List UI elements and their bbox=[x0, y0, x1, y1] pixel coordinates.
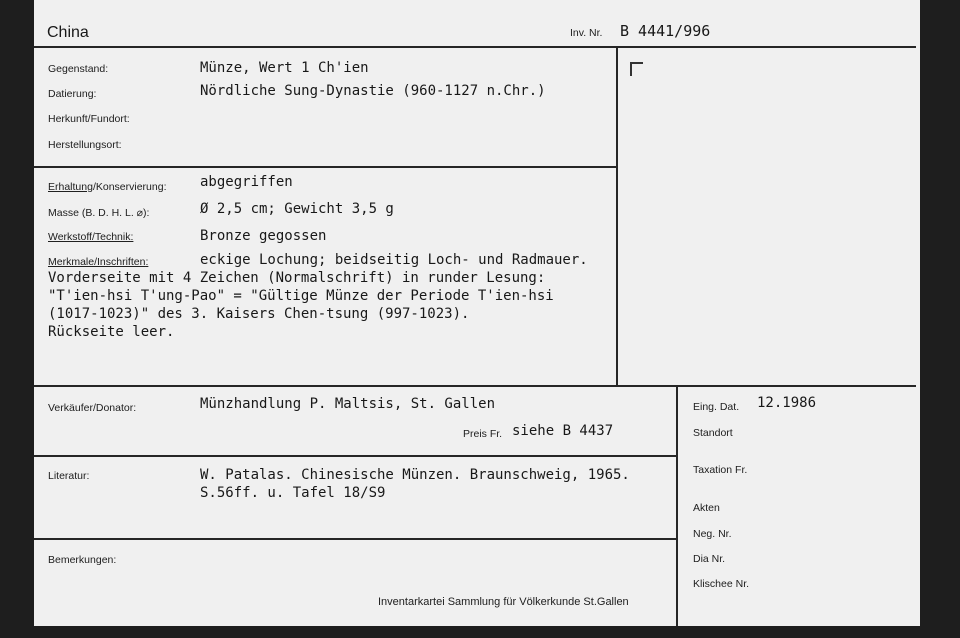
divider-block4 bbox=[34, 538, 678, 540]
divider-vertical-lower bbox=[676, 385, 678, 626]
akten-label: Akten bbox=[693, 502, 720, 514]
preis-label: Preis Fr. bbox=[463, 428, 503, 440]
preis-value: siehe B 4437 bbox=[512, 423, 614, 439]
herstellungsort-label: Herstellungsort: bbox=[48, 139, 122, 151]
eing-dat-value: 12.1986 bbox=[757, 395, 817, 411]
klischee-nr-label: Klischee Nr. bbox=[693, 578, 750, 590]
neg-nr-label: Neg. Nr. bbox=[693, 528, 732, 540]
literatur-line-1: W. Patalas. Chinesische Münzen. Braunschweig, 1965. bbox=[200, 467, 630, 483]
divider-vertical-upper bbox=[616, 46, 618, 387]
bemerkungen-label: Bemerkungen: bbox=[48, 554, 117, 566]
datierung-label: Datierung: bbox=[48, 88, 97, 100]
literatur-label: Literatur: bbox=[48, 470, 90, 482]
divider-block1 bbox=[34, 166, 618, 168]
divider-block3 bbox=[34, 455, 678, 457]
verkaeufer-label: Verkäufer/Donator: bbox=[48, 402, 137, 414]
merkmale-line-1: eckige Lochung; beidseitig Loch- und Radmauer. bbox=[200, 252, 588, 268]
divider-main bbox=[34, 385, 916, 387]
merkmale-line-4: (1017-1023)" des 3. Kaisers Chen-tsung (997-1023). bbox=[48, 306, 470, 322]
gegenstand-label: Gegenstand: bbox=[48, 63, 109, 75]
region-title: China bbox=[47, 24, 89, 41]
taxation-label: Taxation Fr. bbox=[693, 464, 748, 476]
dia-nr-label: Dia Nr. bbox=[693, 553, 726, 565]
inv-nr-label: Inv. Nr. bbox=[570, 27, 603, 39]
inv-nr-value: B 4441/996 bbox=[620, 22, 711, 40]
erhaltung-label: Erhaltung/Konservierung: bbox=[48, 181, 167, 193]
masse-value: Ø 2,5 cm; Gewicht 3,5 g bbox=[200, 201, 394, 217]
eing-dat-label: Eing. Dat. bbox=[693, 401, 740, 413]
werkstoff-value: Bronze gegossen bbox=[200, 228, 327, 244]
masse-label: Masse (B. D. H. L. ⌀): bbox=[48, 207, 150, 219]
corner-mark bbox=[630, 62, 643, 76]
datierung-value: Nördliche Sung-Dynastie (960-1127 n.Chr.) bbox=[200, 83, 546, 99]
literatur-line-2: S.56ff. u. Tafel 18/S9 bbox=[200, 485, 386, 501]
footer-text: Inventarkartei Sammlung für Völkerkunde St.Gallen bbox=[378, 596, 629, 608]
werkstoff-label: Werkstoff/Technik: bbox=[48, 231, 134, 243]
merkmale-line-3: "T'ien-hsi T'ung-Pao" = "Gültige Münze der Periode T'ien-hsi bbox=[48, 288, 554, 304]
merkmale-label: Merkmale/Inschriften: bbox=[48, 256, 149, 268]
erhaltung-value: abgegriffen bbox=[200, 174, 293, 190]
divider-header bbox=[34, 46, 916, 48]
merkmale-line-5: Rückseite leer. bbox=[48, 324, 175, 340]
standort-label: Standort bbox=[693, 427, 733, 439]
herkunft-label: Herkunft/Fundort: bbox=[48, 113, 130, 125]
gegenstand-value: Münze, Wert 1 Ch'ien bbox=[200, 60, 369, 76]
merkmale-line-2: Vorderseite mit 4 Zeichen (Normalschrift) in runder Lesung: bbox=[48, 270, 546, 286]
verkaeufer-value: Münzhandlung P. Maltsis, St. Gallen bbox=[200, 396, 496, 412]
